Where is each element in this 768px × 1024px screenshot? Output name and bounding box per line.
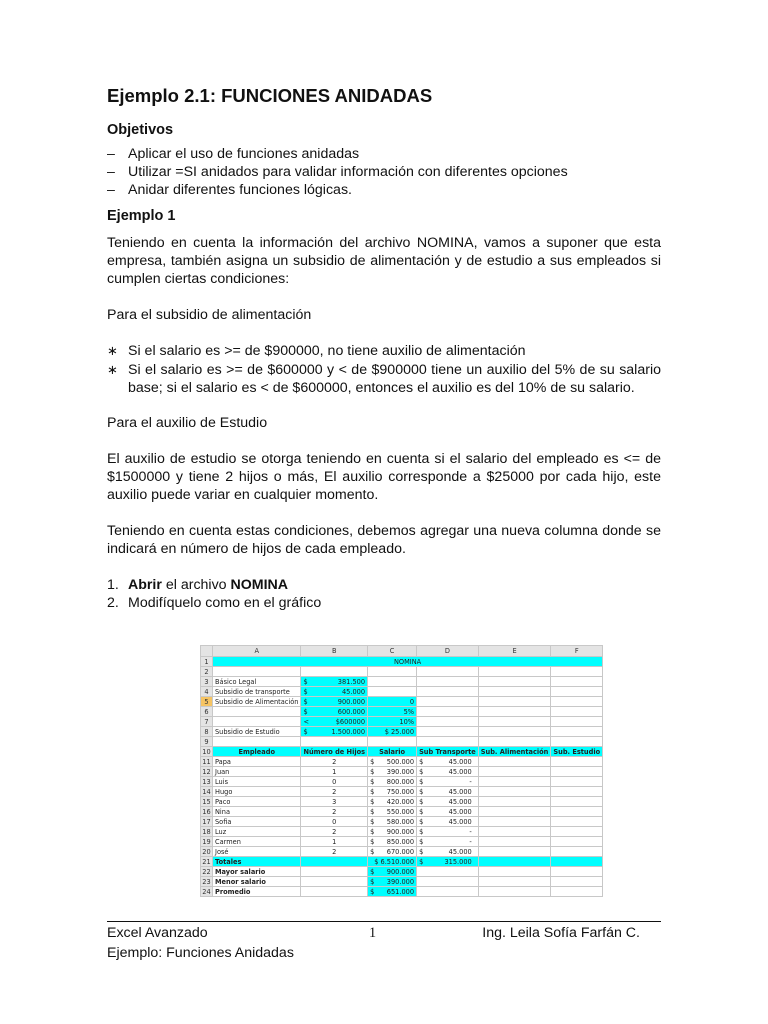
empty-cell — [478, 887, 551, 897]
row-header: 17 — [202, 817, 211, 826]
food-rules-list — [107, 342, 661, 398]
salary-cell: $ 580.000 — [368, 817, 417, 827]
document-body — [107, 84, 661, 612]
empty-cell — [478, 737, 551, 747]
step-number: 2. — [107, 594, 119, 611]
stat-row — [201, 887, 603, 897]
row-header: 18 — [202, 827, 211, 836]
empty-cell — [478, 687, 551, 697]
step-item — [107, 576, 661, 594]
row-header: 19 — [202, 837, 211, 846]
empty-cell — [417, 667, 479, 677]
empty-cell — [478, 707, 551, 717]
empty-cell — [213, 667, 301, 677]
spreadsheet-image — [200, 645, 603, 897]
param-rate: 0 — [368, 697, 417, 707]
empty-cell — [417, 887, 479, 897]
column-title: Sub. Alimentación — [478, 747, 551, 757]
row-header: 1 — [201, 657, 213, 667]
column-header: F — [551, 646, 603, 657]
salary: 500.000 — [386, 757, 415, 766]
empty-cell — [301, 737, 368, 747]
param-label: Subsidio de Alimentación — [213, 697, 301, 707]
employee-name: Luz — [213, 827, 301, 837]
empty-cell — [551, 867, 603, 877]
stat-value: $ 390.000 — [368, 877, 417, 887]
empty-cell — [417, 717, 479, 727]
transport-cell: $ - — [417, 777, 479, 787]
employee-row — [201, 817, 603, 827]
param-value — [301, 727, 368, 737]
study-subsidy-cell — [551, 827, 603, 837]
totals-transport: $ 315.000 — [417, 857, 479, 867]
amount: 381.500 — [337, 677, 366, 686]
salary-cell: $ 800.000 — [368, 777, 417, 787]
food-subsidy-cell — [478, 757, 551, 767]
currency-sign: $ — [303, 707, 308, 716]
transport-cell: $ 45.000 — [417, 847, 479, 857]
footer-course: Excel Avanzado — [107, 925, 208, 941]
empty-cell — [478, 717, 551, 727]
empty-cell — [478, 727, 551, 737]
salary: 580.000 — [386, 817, 415, 826]
row-header: 11 — [202, 757, 211, 766]
param-rate: 10% — [368, 717, 417, 727]
stat-label: Mayor salario — [213, 867, 301, 877]
transport: 45.000 — [448, 797, 472, 806]
food-subsidy-cell — [478, 817, 551, 827]
step-file-name: NOMINA — [230, 576, 289, 593]
objective-item: – Utilizar =SI anidados para validar información con diferentes opciones — [107, 163, 661, 181]
transport: 45.000 — [448, 847, 472, 856]
transport: 45.000 — [448, 757, 472, 766]
food-subsidy-cell — [478, 777, 551, 787]
amount: 600.000 — [337, 707, 366, 716]
steps-list — [107, 576, 661, 612]
stat-amount: 390.000 — [386, 877, 415, 886]
param-label: Subsidio de Estudio — [213, 727, 301, 737]
row-header: 2 — [201, 667, 213, 677]
column-title: Número de Hijos — [301, 747, 368, 757]
currency-sign: $ — [303, 727, 308, 736]
corner-cell — [201, 646, 213, 657]
param-label: Básico Legal — [213, 677, 301, 687]
salary-cell: $ 500.000 — [368, 757, 417, 767]
employee-row — [201, 787, 603, 797]
stat-row — [201, 867, 603, 877]
step-text: el archivo — [161, 576, 231, 593]
param-value — [301, 707, 368, 717]
salary: 420.000 — [386, 797, 415, 806]
currency-sign: $ — [303, 697, 308, 706]
empty-cell — [551, 707, 603, 717]
employee-name: Paco — [213, 797, 301, 807]
param-value — [301, 717, 368, 727]
param-rate — [368, 687, 417, 697]
food-subsidy-cell — [478, 827, 551, 837]
footer-subtitle: Ejemplo: Funciones Anidadas — [107, 945, 294, 961]
column-title: Sub Transporte — [417, 747, 479, 757]
food-subsidy-cell — [478, 797, 551, 807]
row-header: 24 — [202, 887, 211, 896]
amount: $600000 — [335, 717, 366, 726]
row-header: 14 — [202, 787, 211, 796]
transport-total: 315.000 — [444, 857, 472, 866]
salary: 670.000 — [386, 847, 415, 856]
stat-label: Promedio — [213, 887, 301, 897]
transport-cell: $ 45.000 — [417, 757, 479, 767]
intro-paragraph: Teniendo en cuenta la información del archivo NOMINA, vamos a suponer que esta empresa, también asigna un subsidio de alimentación y de estudio a sus empleados si cumplen ciertas condiciones: — [107, 235, 661, 287]
empty-cell — [417, 867, 479, 877]
example-heading: Ejemplo 1 — [107, 208, 176, 224]
param-rate — [368, 677, 417, 687]
objectives-heading: Objetivos — [107, 122, 174, 138]
study-subsidy-cell — [551, 787, 603, 797]
row-header: 5 — [201, 697, 213, 707]
row-header: 7 — [201, 717, 213, 727]
totals-row — [201, 857, 603, 867]
salary: 800.000 — [386, 777, 415, 786]
employee-name: Papa — [213, 757, 301, 767]
stat-row — [201, 877, 603, 887]
food-subsidy-cell — [478, 847, 551, 857]
column-header: E — [478, 646, 551, 657]
salary-cell: $ 850.000 — [368, 837, 417, 847]
transport-cell: $ 45.000 — [417, 807, 479, 817]
employee-name: Sofia — [213, 817, 301, 827]
salary-cell: $ 390.000 — [368, 767, 417, 777]
step-item — [107, 594, 661, 612]
amount: 900.000 — [337, 697, 366, 706]
salary: 390.000 — [386, 767, 415, 776]
employee-name: Juan — [213, 767, 301, 777]
objectives-list — [107, 145, 661, 199]
row-header: 12 — [202, 767, 211, 776]
employee-row — [201, 797, 603, 807]
stat-amount: 651.000 — [386, 887, 415, 896]
row-header: 3 — [201, 677, 213, 687]
study-subsidy-cell — [551, 837, 603, 847]
employee-row — [201, 767, 603, 777]
empty-cell — [417, 877, 479, 887]
sheet-title: NOMINA — [213, 657, 603, 667]
salary-cell: $ 900.000 — [368, 827, 417, 837]
page-footer — [107, 921, 661, 963]
study-subsidy-cell — [551, 767, 603, 777]
column-title: Sub. Estudio — [551, 747, 603, 757]
study-subsidy-cell — [551, 777, 603, 787]
children-count: 3 — [301, 797, 368, 807]
footer-author: Ing. Leila Sofía Farfán C. — [482, 925, 640, 941]
row-header: 4 — [201, 687, 213, 697]
row-header: 8 — [201, 727, 213, 737]
salary: 900.000 — [386, 827, 415, 836]
children-count: 1 — [301, 767, 368, 777]
employee-name: Hugo — [213, 787, 301, 797]
amount: 1.500.000 — [331, 727, 366, 736]
study-subsidy-cell — [551, 847, 603, 857]
column-header: D — [417, 646, 479, 657]
sheet-row-param — [201, 697, 603, 707]
param-value — [301, 677, 368, 687]
empty-cell — [551, 677, 603, 687]
step-text: Modifíquelo como en el gráfico — [128, 594, 322, 611]
salary: 850.000 — [386, 837, 415, 846]
transport: 45.000 — [448, 817, 472, 826]
param-rate: $ 25.000 — [368, 727, 417, 737]
row-header: 9 — [201, 737, 213, 747]
stat-value: $ 651.000 — [368, 887, 417, 897]
transport-cell: $ - — [417, 827, 479, 837]
currency-sign: $ — [303, 677, 308, 686]
empty-cell — [478, 857, 551, 867]
column-title: Empleado — [213, 747, 301, 757]
transport: - — [469, 827, 472, 836]
column-header-row — [201, 646, 603, 657]
param-rate: 5% — [368, 707, 417, 717]
objective-item: – Anidar diferentes funciones lógicas. — [107, 181, 661, 199]
param-label — [213, 717, 301, 727]
transport-cell: $ 45.000 — [417, 787, 479, 797]
study-subsidy-cell — [551, 807, 603, 817]
empty-cell — [417, 687, 479, 697]
transport: 45.000 — [448, 807, 472, 816]
column-header: A — [213, 646, 301, 657]
empty-cell — [417, 707, 479, 717]
children-count: 0 — [301, 777, 368, 787]
empty-cell — [301, 667, 368, 677]
food-subsidy-cell — [478, 837, 551, 847]
study-subsidy-cell — [551, 757, 603, 767]
row-header: 22 — [202, 867, 211, 876]
food-subsidy-cell — [478, 787, 551, 797]
transport: 45.000 — [448, 787, 472, 796]
empty-cell — [417, 697, 479, 707]
children-count: 2 — [301, 757, 368, 767]
spreadsheet-table — [200, 645, 603, 897]
stat-value: $ 900.000 — [368, 867, 417, 877]
step-number: 1. — [107, 576, 119, 593]
transport: 45.000 — [448, 767, 472, 776]
row-header: 20 — [202, 847, 211, 856]
food-rule-item: ∗ Si el salario es >= de $600000 y < de $900000 tiene un auxilio del 5% de su salario base; si el salario es < de $600000, entonces el auxilio es del 10% de su salario. — [107, 361, 661, 398]
salary: 750.000 — [386, 787, 415, 796]
transport: - — [469, 837, 472, 846]
employee-row — [201, 847, 603, 857]
empty-cell — [551, 727, 603, 737]
empty-cell — [551, 687, 603, 697]
transport-cell: $ 45.000 — [417, 767, 479, 777]
empty-cell — [478, 677, 551, 687]
children-count: 2 — [301, 847, 368, 857]
empty-cell — [301, 877, 368, 887]
empty-cell — [301, 857, 368, 867]
study-subsidy-cell — [551, 797, 603, 807]
empty-cell — [417, 737, 479, 747]
row-header: 10 — [202, 747, 211, 756]
empty-cell — [478, 667, 551, 677]
children-count: 1 — [301, 837, 368, 847]
transport-cell: $ 45.000 — [417, 797, 479, 807]
employee-row — [201, 757, 603, 767]
conditions-paragraph: Teniendo en cuenta estas condiciones, debemos agregar una nueva columna donde se indicará en número de hijos de cada empleado. — [107, 522, 661, 557]
param-value — [301, 687, 368, 697]
page-title: Ejemplo 2.1: FUNCIONES ANIDADAS — [107, 85, 433, 106]
empty-cell — [551, 697, 603, 707]
footer-page-number: 1 — [369, 925, 377, 941]
empty-cell — [368, 737, 417, 747]
children-count: 2 — [301, 807, 368, 817]
empty-cell — [551, 667, 603, 677]
transport-cell: $ - — [417, 837, 479, 847]
sheet-header-row — [201, 747, 603, 757]
param-label — [213, 707, 301, 717]
row-header: 15 — [202, 797, 211, 806]
row-header: 13 — [202, 777, 211, 786]
empty-cell — [478, 877, 551, 887]
sheet-row-param — [201, 717, 603, 727]
param-label: Subsidio de transporte — [213, 687, 301, 697]
empty-cell — [417, 677, 479, 687]
amount: 45.000 — [341, 687, 366, 696]
objective-item: – Aplicar el uso de funciones anidadas — [107, 145, 661, 163]
empty-cell — [551, 857, 603, 867]
children-count: 2 — [301, 787, 368, 797]
children-count: 2 — [301, 827, 368, 837]
param-value — [301, 697, 368, 707]
row-header: 21 — [202, 857, 211, 866]
employee-row — [201, 807, 603, 817]
empty-cell — [301, 887, 368, 897]
empty-cell — [301, 867, 368, 877]
children-count: 0 — [301, 817, 368, 827]
column-header: C — [368, 646, 417, 657]
empty-cell — [213, 737, 301, 747]
column-header: B — [301, 646, 368, 657]
study-subsidy-cell — [551, 817, 603, 827]
empty-cell — [368, 667, 417, 677]
empty-cell — [478, 697, 551, 707]
sheet-row-param — [201, 687, 603, 697]
study-paragraph: El auxilio de estudio se otorga teniendo en cuenta si el salario del empleado es <= de $1500000 y tiene 2 hijos o más, El auxilio corresponde a $25000 por cada hijo, este auxilio puede variar en cualquier momento. — [107, 450, 661, 503]
employee-row — [201, 837, 603, 847]
employee-name: Nina — [213, 807, 301, 817]
salary-cell: $ 670.000 — [368, 847, 417, 857]
food-rule-item: ∗ Si el salario es >= de $900000, no tiene auxilio de alimentación — [107, 342, 661, 361]
empty-cell — [551, 737, 603, 747]
stat-amount: 900.000 — [386, 867, 415, 876]
row-header: 23 — [202, 877, 211, 886]
food-subsidy-cell — [478, 807, 551, 817]
sheet-row-blank — [201, 737, 603, 747]
empty-cell — [417, 727, 479, 737]
sheet-row-blank — [201, 667, 603, 677]
sheet-row-param — [201, 677, 603, 687]
sheet-row-param — [201, 707, 603, 717]
empty-cell — [551, 877, 603, 887]
salary: 550.000 — [386, 807, 415, 816]
transport-cell: $ 45.000 — [417, 817, 479, 827]
sheet-row-title — [201, 657, 603, 667]
transport: - — [469, 777, 472, 786]
employee-name: Luis — [213, 777, 301, 787]
empty-cell — [551, 887, 603, 897]
currency-sign: < — [303, 717, 309, 726]
employee-row — [201, 777, 603, 787]
food-subsidy-cell — [478, 767, 551, 777]
totals-salary: $ 6.510.000 — [368, 857, 417, 867]
currency-sign: $ — [303, 687, 308, 696]
food-subsidy-heading: Para el subsidio de alimentación — [107, 307, 312, 323]
totals-label: Totales — [213, 857, 301, 867]
stat-label: Menor salario — [213, 877, 301, 887]
employee-name: Carmen — [213, 837, 301, 847]
empty-cell — [551, 717, 603, 727]
sheet-row-param — [201, 727, 603, 737]
column-title: Salario — [368, 747, 417, 757]
row-header: 6 — [201, 707, 213, 717]
study-heading: Para el auxilio de Estudio — [107, 414, 268, 431]
row-header: 16 — [202, 807, 211, 816]
salary-cell: $ 750.000 — [368, 787, 417, 797]
salary-cell: $ 550.000 — [368, 807, 417, 817]
step-bold-word: Abrir — [128, 576, 162, 593]
employee-row — [201, 827, 603, 837]
empty-cell — [478, 867, 551, 877]
salary-cell: $ 420.000 — [368, 797, 417, 807]
employee-name: José — [213, 847, 301, 857]
